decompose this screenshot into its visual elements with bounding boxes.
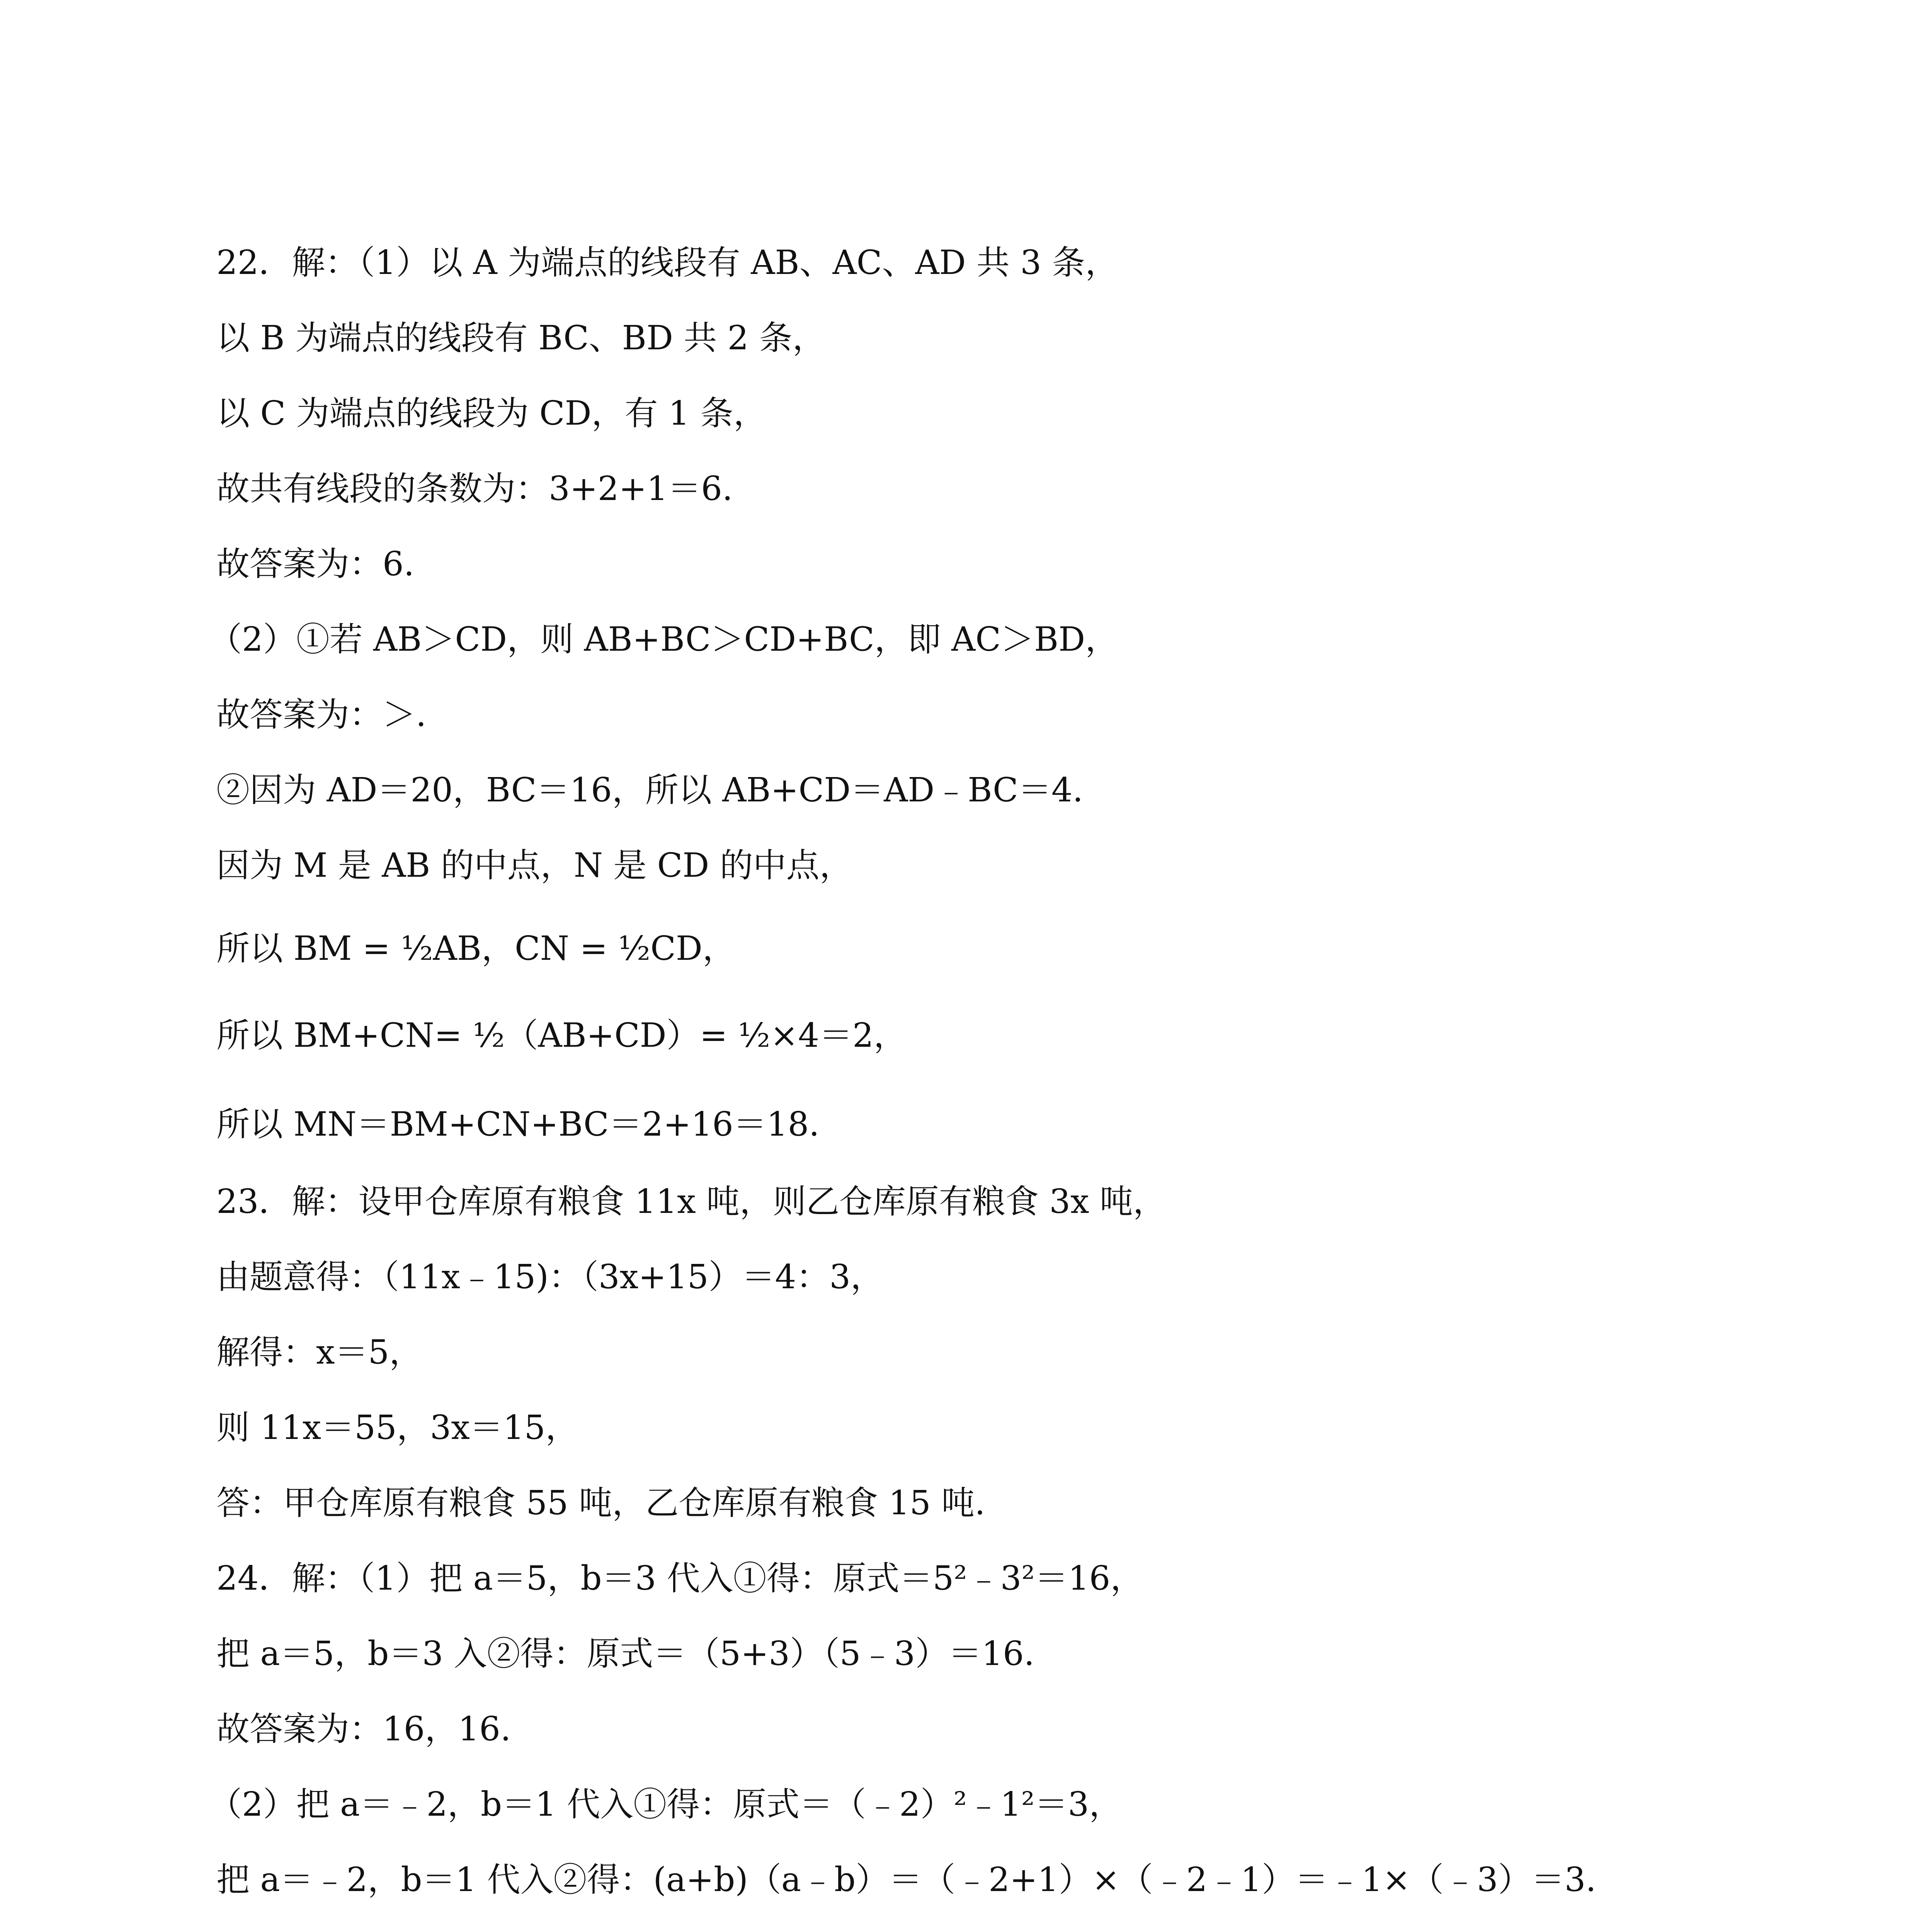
solution-line: 故答案为：16，16. (216, 1710, 511, 1748)
solution-line: 22．解：（1）以 A 为端点的线段有 AB、AC、AD 共 3 条， (216, 243, 1119, 282)
solution-line: 23．解：设甲仓库原有粮食 11x 吨，则乙仓库原有粮食 3x 吨， (216, 1182, 1166, 1221)
solution-line: 答：甲仓库原有粮食 55 吨，乙仓库原有粮食 15 吨. (216, 1484, 985, 1522)
solution-line: 解得：x＝5， (216, 1333, 423, 1372)
solution-line: 所以 BM+CN= ½（AB+CD）= ½×4＝2， (216, 1016, 907, 1055)
solution-line: 因为 M 是 AB 的中点，N 是 CD 的中点， (216, 846, 853, 885)
solution-line: 故答案为：＞. (216, 696, 427, 734)
solution-line: （2）①若 AB＞CD，则 AB+BC＞CD+BC，即 AC＞BD， (209, 620, 1119, 659)
solution-line: 把 a＝﹣2，b＝1 代入②得：(a+b)（a﹣b）＝（﹣2+1）×（﹣2﹣1）＝﹣1×（﹣3）＝3. (216, 1861, 1596, 1899)
solution-line: 24．解：（1）把 a＝5，b＝3 代入①得：原式＝5²﹣3²＝16， (216, 1559, 1144, 1598)
solution-line: （2）把 a＝﹣2，b＝1 代入①得：原式＝（﹣2）²﹣1²＝3， (209, 1785, 1123, 1824)
solution-line: 以 C 为端点的线段为 CD，有 1 条， (216, 394, 767, 433)
solution-line: 则 11x＝55，3x＝15， (216, 1408, 579, 1447)
solution-line: 故答案为：6. (216, 545, 415, 583)
solution-line: 故共有线段的条数为：3+2+1＝6. (216, 469, 733, 508)
solution-line: 以 B 为端点的线段有 BC、BD 共 2 条， (216, 319, 826, 357)
solution-line: 由题意得：（11x﹣15)：（3x+15）＝4：3， (216, 1258, 884, 1296)
solution-line: 所以 BM = ½AB，CN = ½CD， (216, 929, 736, 968)
solution-line: ②因为 AD＝20，BC＝16，所以 AB+CD＝AD﹣BC＝4. (216, 771, 1084, 810)
solution-line: 把 a＝5，b＝3 入②得：原式＝（5+3）（5﹣3）＝16. (216, 1634, 1035, 1673)
solution-line: 所以 MN＝BM+CN+BC＝2+16＝18. (216, 1105, 820, 1144)
